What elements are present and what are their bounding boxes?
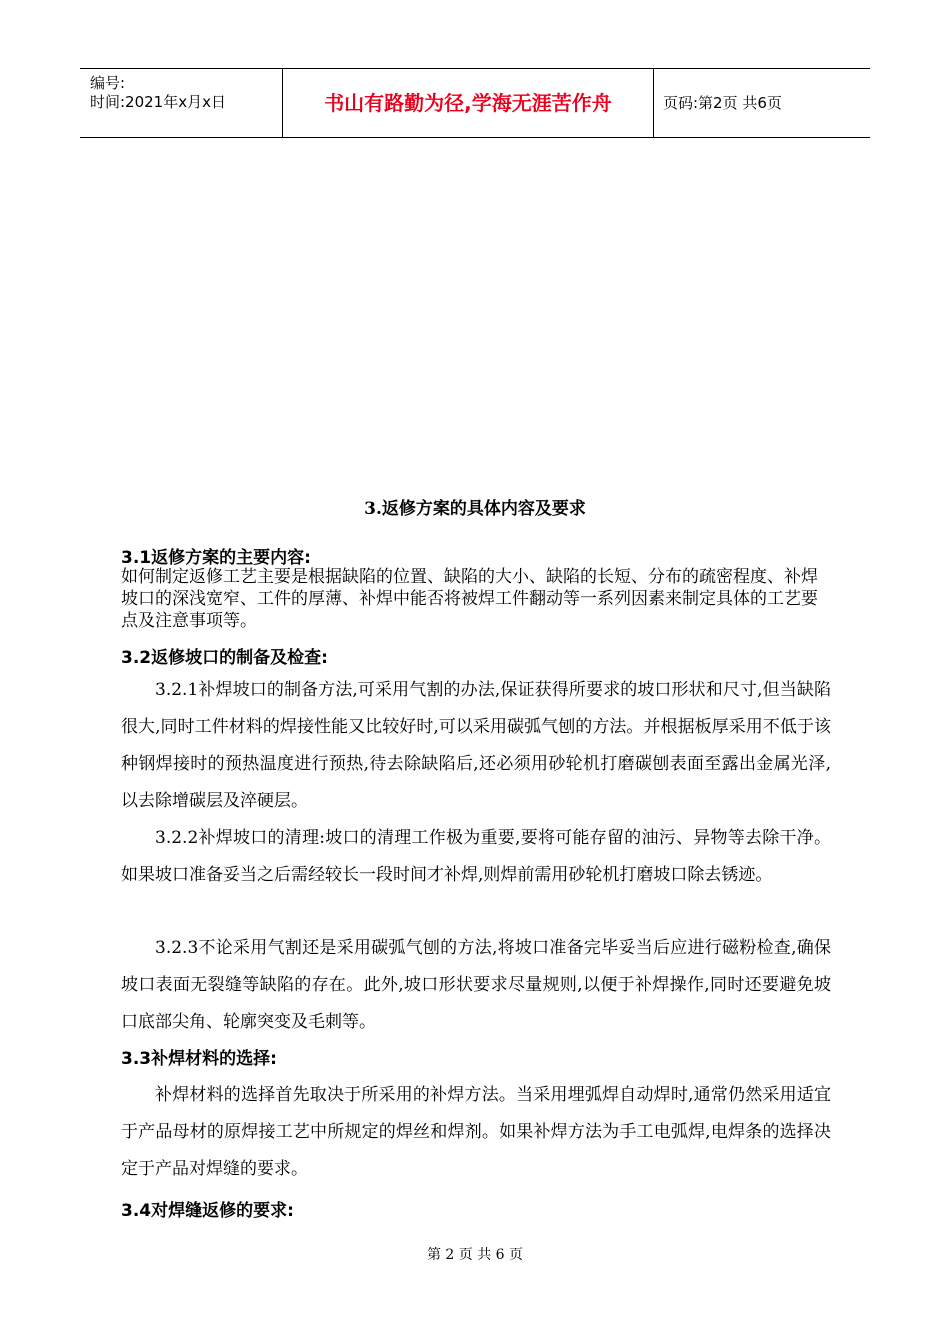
paragraph-3-2-2: 3.2.2补焊坡口的清理:坡口的清理工作极为重要,要将可能存留的油污、异物等去除干净。如果坡口准备妥当之后需经较长一段时间才补焊,则焊前需用砂轮机打磨坡口除去锈迹。: [121, 828, 831, 885]
paragraph-3-1: 如何制定返修工艺主要是根据缺陷的位置、缺陷的大小、缺陷的长短、分布的疏密程度、补焊坡口的深浅宽窄、工件的厚薄、补焊中能否将被焊工件翻动等一系列因素来制定具体的工艺要点及注意事项等。: [121, 567, 818, 631]
heading-3-2: 3.2返修坡口的制备及检查:: [121, 648, 328, 668]
section-title: 3.返修方案的具体内容及要求: [364, 499, 586, 519]
number-label: 编号:: [90, 74, 126, 92]
header-page-label: 页码:第2页 共6页: [663, 94, 782, 112]
paragraph-3-2-1: 3.2.1补焊坡口的制备方法,可采用气割的办法,保证获得所要求的坡口形状和尺寸,但当缺陷很大,同时工件材料的焊接性能又比较好时,可以采用碳弧气刨的方法。并根据板厚采用不低于该种钢焊接时的预热温度进行预热,待去除缺陷后,还必须用砂轮机打磨碳刨表面至露出金属光泽,以去除增碳层及淬硬层。: [121, 680, 831, 811]
heading-3-3: 3.3补焊材料的选择:: [121, 1049, 277, 1069]
paragraph-3-3: 补焊材料的选择首先取决于所采用的补焊方法。当采用埋弧焊自动焊时,通常仍然采用适宜于产品母材的原焊接工艺中所规定的焊丝和焊剂。如果补焊方法为手工电弧焊,电焊条的选择决定于产品对焊缝的要求。: [121, 1085, 831, 1179]
heading-3-4: 3.4对焊缝返修的要求:: [121, 1201, 294, 1221]
paragraph-3-2-3: 3.2.3不论采用气割还是采用碳弧气刨的方法,将坡口准备完毕妥当后应进行磁粉检查,确保坡口表面无裂缝等缺陷的存在。此外,坡口形状要求尽量规则,以便于补焊操作,同时还要避免坡口底部尖角、轮廓突变及毛刺等。: [121, 938, 831, 1032]
heading-3-1: 3.1返修方案的主要内容:: [121, 548, 311, 568]
page-header: [80, 68, 870, 138]
page-footer: 第 2 页 共 6 页: [426, 1247, 524, 1263]
header-info-cell: [80, 69, 283, 137]
header-motto: 书山有路勤为径,学海无涯苦作舟: [283, 69, 654, 137]
date-label: 时间:2021年x月x日: [90, 93, 226, 111]
